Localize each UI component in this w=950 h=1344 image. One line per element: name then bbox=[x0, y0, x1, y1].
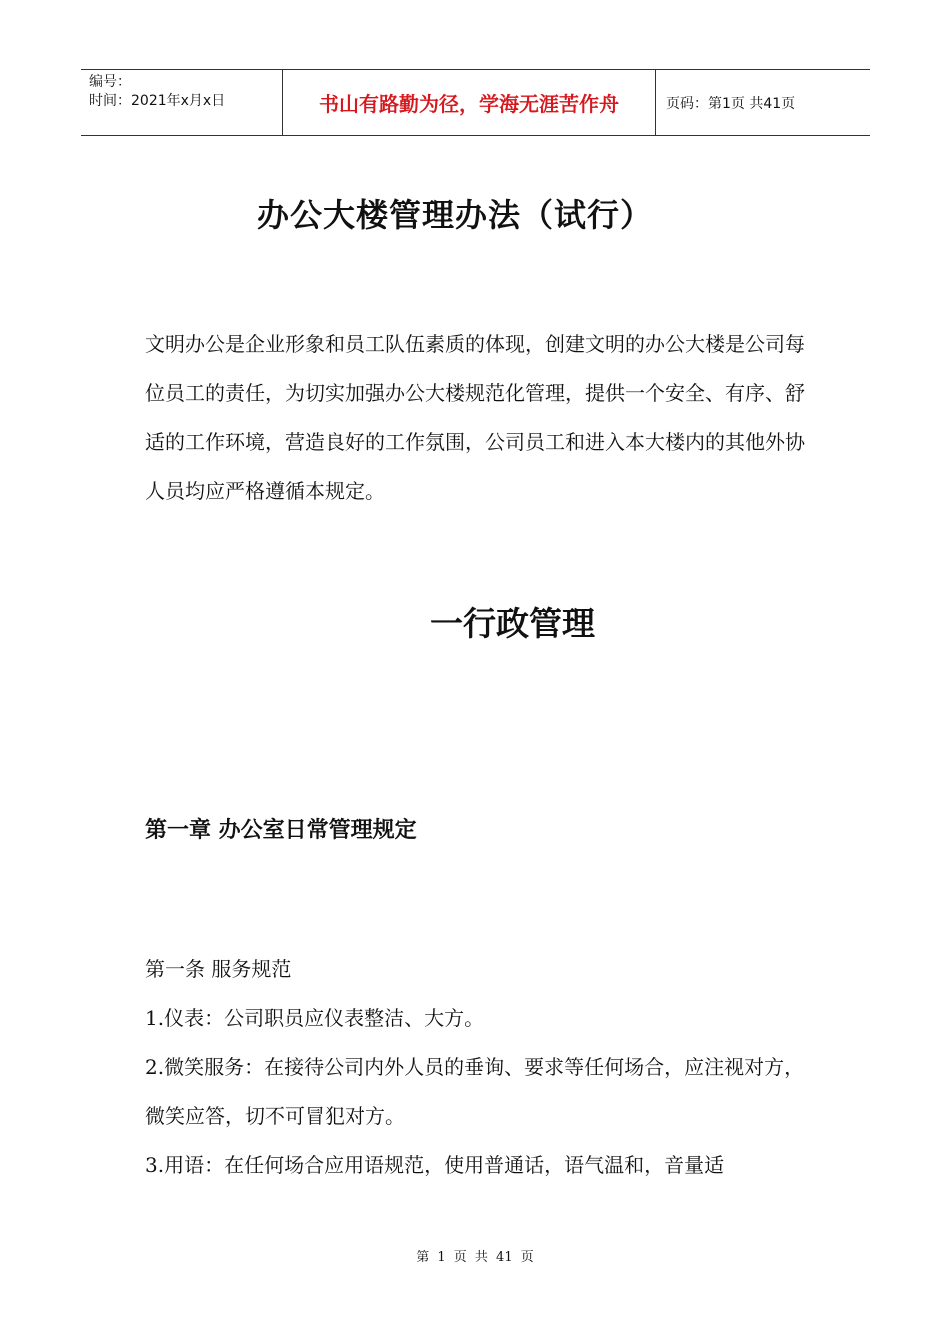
intro-paragraph: 文明办公是企业形象和员工队伍素质的体现，创建文明的办公大楼是公司每位员工的责任，为切实加强办公大楼规范化管理，提供一个安全、有序、舒适的工作环境，营造良好的工作氛围，公司员工和进入本大楼内的其他外协人员均应严格遵循本规定。 bbox=[145, 332, 805, 503]
article-heading: 第一条 服务规范 bbox=[145, 957, 292, 981]
body-text bbox=[145, 945, 810, 1190]
header-page-info: 页码：第1页 共41页 bbox=[666, 95, 796, 112]
article-item: 3.用语：在任何场合应用语规范，使用普通话，语气温和，音量适 bbox=[145, 1153, 725, 1177]
page-footer: 第 1 页 共 41 页 bbox=[416, 1250, 534, 1265]
time-label: 时间：2021年x月x日 bbox=[89, 93, 226, 109]
header-left-cell bbox=[81, 70, 282, 135]
chapter-title: 第一章 办公室日常管理规定 bbox=[145, 818, 417, 843]
section-title: 一行政管理 bbox=[430, 604, 595, 643]
document-header bbox=[81, 69, 870, 136]
article-item: 1.仪表：公司职员应仪表整洁、大方。 bbox=[145, 1006, 485, 1030]
document-title: 办公大楼管理办法（试行） bbox=[256, 196, 653, 234]
header-motto: 书山有路勤为径，学海无涯苦作舟 bbox=[282, 70, 656, 135]
number-label: 编号： bbox=[89, 74, 131, 90]
article-item: 2.微笑服务：在接待公司内外人员的垂询、要求等任何场合，应注视对方，微笑应答，切不可冒犯对方。 bbox=[145, 1055, 805, 1128]
